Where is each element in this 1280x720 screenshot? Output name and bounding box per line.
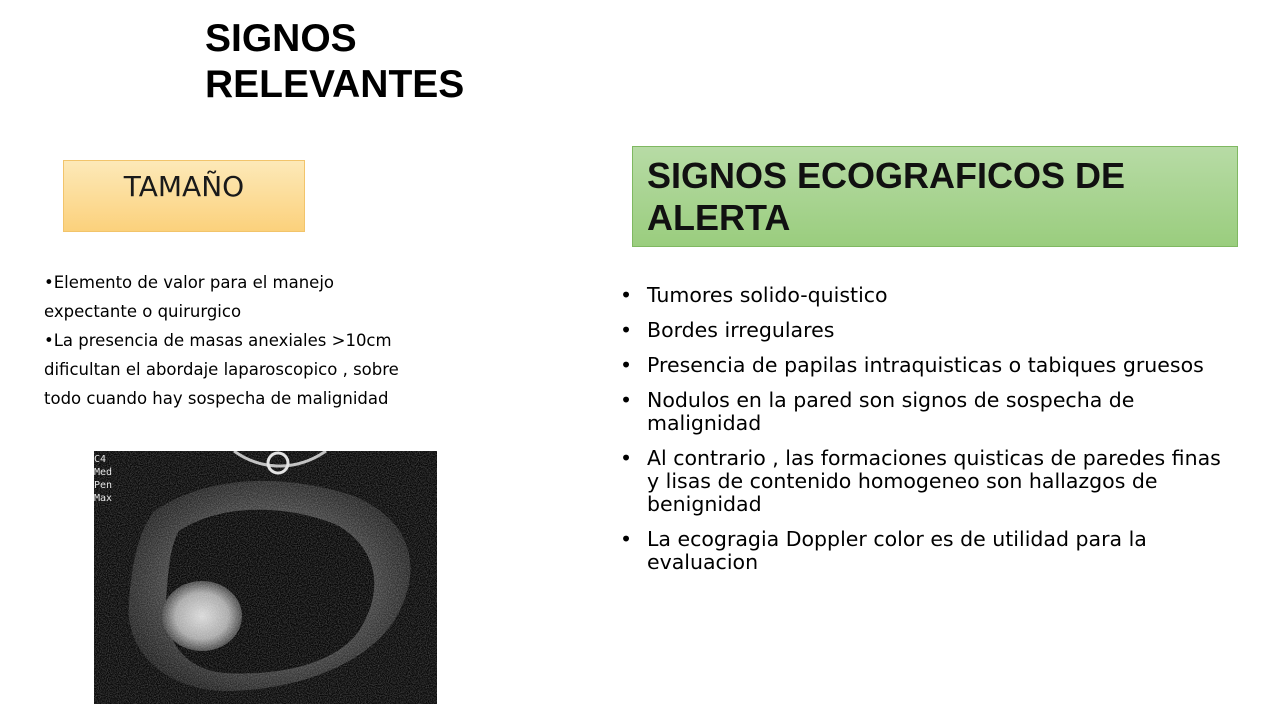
left-bullet-item: • Elemento de valor para el manejo expectante o quirurgico — [44, 268, 399, 326]
bullet-icon: • — [620, 283, 633, 307]
tamano-label: TAMAÑO — [123, 170, 245, 203]
bullet-icon: • — [620, 353, 633, 377]
right-bullet-text: Nodulos en la pared son signos de sospecha de malignidad — [647, 388, 1135, 435]
alert-box — [632, 146, 1238, 247]
right-bullet-text: Tumores solido-quistico — [647, 283, 888, 307]
readout-line: Med — [94, 467, 113, 478]
right-bullet-item — [620, 447, 1230, 516]
right-bullet-text: Al contrario , las formaciones quisticas de paredes finas y lisas de contenido homogeneo son hallazgos de benignidad — [647, 446, 1221, 516]
right-bullet-item — [620, 528, 1230, 574]
right-bullet-item — [620, 319, 1230, 342]
ultrasound-image — [94, 451, 437, 704]
right-bullet-list — [620, 284, 1230, 586]
left-bullet-list — [44, 268, 399, 413]
readout-line: Max — [94, 493, 113, 504]
ultrasound-readout — [94, 453, 112, 505]
readout-line: C4 — [94, 454, 107, 465]
alert-title: SIGNOS ECOGRAFICOS DE ALERTA — [647, 155, 1126, 238]
right-bullet-item — [620, 354, 1230, 377]
slide-title: SIGNOS RELEVANTES — [205, 17, 465, 106]
tamano-box — [63, 160, 305, 232]
right-bullet-item — [620, 284, 1230, 307]
right-bullet-text: Presencia de papilas intraquisticas o tabiques gruesos — [647, 353, 1204, 377]
ultrasound-graphic — [94, 451, 437, 704]
left-bullet-item: • La presencia de masas anexiales >10cm dificultan el abordaje laparoscopico , sobre todo cuando hay sospecha de malignidad — [44, 326, 399, 413]
right-bullet-text: Bordes irregulares — [647, 318, 835, 342]
bullet-icon: • — [620, 446, 633, 470]
right-bullet-item — [620, 389, 1230, 435]
bullet-icon: • — [620, 527, 633, 551]
bullet-icon: • — [620, 318, 633, 342]
right-bullet-text: La ecogragia Doppler color es de utilidad para la evaluacion — [647, 527, 1147, 574]
bullet-icon: • — [620, 388, 633, 412]
readout-line: Pen — [94, 480, 113, 491]
